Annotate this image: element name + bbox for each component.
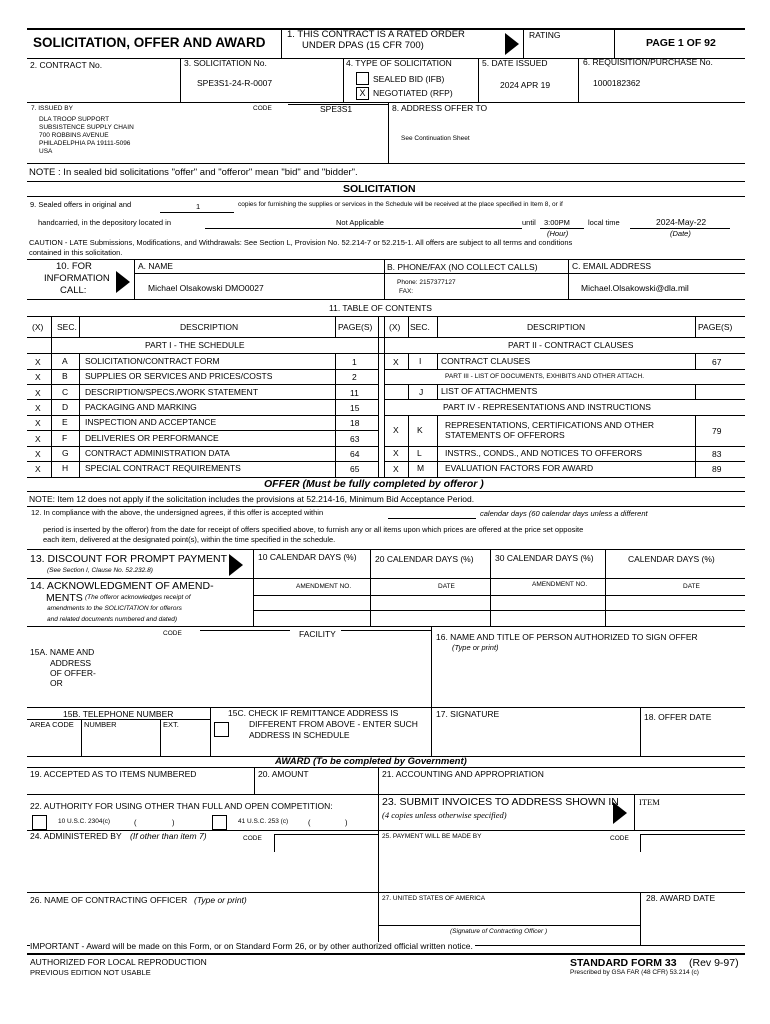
arrow-icon: [613, 802, 627, 824]
form-title: SOLICITATION, OFFER AND AWARD: [33, 35, 266, 50]
officer-signature-label: (Signature of Contracting Officer ): [450, 928, 548, 935]
remit-label: DIFFERENT FROM ABOVE - ENTER SUCH: [249, 719, 418, 729]
toc-row-sec: G: [62, 448, 69, 458]
payment-code-label: CODE: [610, 835, 629, 842]
toc-row-desc: PACKAGING AND MARKING: [85, 402, 197, 412]
toc-col-pages: PAGE(S): [698, 322, 733, 332]
solicitation-no-label: 3. SOLICITATION No.: [184, 58, 267, 68]
toc-row-desc: SPECIAL CONTRACT REQUIREMENTS: [85, 463, 241, 473]
toc-row-pages: 2: [352, 372, 357, 382]
amendment-no-label: AMENDMENT NO.: [532, 581, 588, 588]
paren: ): [345, 818, 348, 827]
usc-2304-checkbox[interactable]: [32, 815, 47, 830]
issued-code: SPE3S1: [320, 104, 353, 114]
contact-email: Michael.Olsakowski@dla.mil: [581, 283, 689, 293]
amendment-date-label: DATE: [438, 583, 455, 590]
info-label: 10. FOR: [56, 261, 92, 272]
prescribed-by: Prescribed by GSA FAR (48 CFR) 53.214 (c): [570, 969, 699, 976]
authority-label: 22. AUTHORITY FOR USING OTHER THAN FULL AND OPEN COMPETITION:: [30, 801, 333, 811]
discount-sub: (See Section I, Clause No. 52.232.8): [47, 567, 153, 574]
toc-part2: PART II - CONTRACT CLAUSES: [508, 340, 634, 350]
remit-label: ADDRESS IN SCHEDULE: [249, 730, 350, 740]
toc-row-x: X: [35, 357, 41, 367]
toc-row-x: X: [393, 425, 399, 435]
paren: (: [308, 818, 311, 827]
award-heading: AWARD (To be completed by Government): [275, 756, 467, 767]
toc-row-desc: REPRESENTATIONS, CERTIFICATIONS AND OTHER: [445, 420, 655, 430]
page-label: PAGE 1 OF 92: [646, 37, 716, 49]
issued-by-label: 7. ISSUED BY: [31, 105, 73, 112]
discount-10-days: 10 CALENDAR DAYS (%): [258, 552, 357, 562]
rated-order-label: 1. THIS CONTRACT IS A RATED ORDER: [287, 29, 465, 40]
negotiated-label: NEGOTIATED (RFP): [373, 88, 453, 98]
offer-note: NOTE: Item 12 does not apply if the solicitation includes the provisions at 52.214-16, Minimum Bid Acceptance Period.: [29, 494, 475, 504]
offer-heading: OFFER (Must be fully completed by offeror ): [264, 478, 484, 490]
telephone-label: 15B. TELEPHONE NUMBER: [63, 709, 174, 719]
toc-row-desc: DESCRIPTION/SPECS./WORK STATEMENT: [85, 387, 259, 397]
toc-row-desc: INSPECTION AND ACCEPTANCE: [85, 417, 217, 427]
contact-name-label: A. NAME: [138, 261, 173, 271]
ext-label: EXT.: [163, 720, 179, 729]
usa-label: 27. UNITED STATES OF AMERICA: [382, 895, 486, 902]
amendment-no-label: AMENDMENT NO.: [296, 583, 352, 590]
email-label: C. EMAIL ADDRESS: [572, 261, 652, 271]
signer-sub: (Type or print): [452, 643, 499, 652]
toc-row-sec: E: [62, 417, 68, 427]
address-offer-text: See Continuation Sheet: [401, 135, 470, 142]
toc-row-desc: CONTRACT ADMINISTRATION DATA: [85, 448, 230, 458]
toc-col-desc: DESCRIPTION: [527, 322, 586, 332]
toc-row-pages: 67: [712, 357, 722, 367]
contact-phone: Phone: 2157377127: [397, 279, 456, 286]
toc-row-sec: J: [419, 387, 424, 397]
paren: ): [172, 818, 175, 827]
award-date-label: 28. AWARD DATE: [646, 893, 716, 903]
toc-col-x: (X): [32, 322, 44, 332]
important-note: IMPORTANT - Award will be made on this Form, or on Standard Form 26, or by other authorized official written notice.: [30, 941, 473, 951]
ack-label: 14. ACKNOWLEDGMENT OF AMEND-: [30, 580, 214, 592]
local-time-label: local time: [588, 218, 620, 227]
sealed-bid-label: SEALED BID (IFB): [373, 74, 445, 84]
toc-row-sec: C: [62, 387, 69, 397]
ack-sub: and related documents numbered and dated): [47, 616, 178, 623]
toc-row-pages: 79: [712, 426, 722, 436]
issued-code-label: CODE: [253, 105, 272, 112]
remittance-checkbox[interactable]: [214, 722, 229, 737]
date-label: (Date): [670, 229, 691, 238]
toc-row-desc: CONTRACT CLAUSES: [441, 356, 531, 366]
requisition-label: 6. REQUISITION/PURCHASE No.: [583, 57, 713, 67]
number-label: NUMBER: [84, 720, 117, 729]
discount-label: 13. DISCOUNT FOR PROMPT PAYMENT: [30, 553, 227, 565]
remit-label: 15C. CHECK IF REMITTANCE ADDRESS IS: [228, 708, 399, 718]
toc-row-x: X: [35, 388, 41, 398]
toc-part4: PART IV - REPRESENTATIONS AND INSTRUCTIONS: [443, 402, 651, 412]
issued-line: DLA TROOP SUPPORT: [39, 116, 110, 123]
toc-row-desc: STATEMENTS OF OFFERORS: [445, 430, 565, 440]
item12-text: 12. In compliance with the above, the undersigned agrees, if this offer is accepted within: [31, 508, 324, 517]
toc-row-x: X: [35, 434, 41, 444]
toc-row-sec: B: [62, 371, 68, 381]
amendment-date-label: DATE: [683, 583, 700, 590]
arrow-icon: [116, 271, 130, 293]
toc-row-x: X: [393, 448, 399, 458]
offeror-name-label: 15A. NAME AND: [30, 647, 95, 657]
toc-row-desc: DELIVERIES OR PERFORMANCE: [85, 433, 219, 443]
toc-col-sec: SEC.: [57, 322, 77, 332]
requisition-no: 1000182362: [593, 78, 641, 88]
contact-fax: FAX:: [399, 288, 414, 295]
toc-row-x: X: [35, 372, 41, 382]
usc-253-label: 41 U.S.C. 253 (c): [238, 818, 289, 825]
toc-col-desc: DESCRIPTION: [180, 322, 239, 332]
offer-date-label: 18. OFFER DATE: [644, 712, 712, 722]
sealed-bid-checkbox[interactable]: [356, 72, 369, 85]
toc-row-x: X: [393, 464, 399, 474]
solicitation-no: SPE3S1-24-R-0007: [197, 78, 273, 88]
caution-text: CAUTION - LATE Submissions, Modifications, and Withdrawals: See Section L, Provision No. 52.214-7 or 52.215-1. All offers are subject to all terms and conditions: [29, 238, 573, 247]
ack-sub: amendments to the SOLICITATION for offerors: [47, 605, 182, 612]
toc-part3: PART III - LIST OF DOCUMENTS, EXHIBITS AND OTHER ATTACH.: [445, 373, 644, 380]
previous-edition: PREVIOUS EDITION NOT USABLE: [30, 968, 151, 977]
issued-line: 700 ROBBINS AVENUE: [39, 132, 109, 139]
ack-sub: (The offeror acknowledges receipt of: [85, 594, 191, 601]
item12-text-cont: period is inserted by the offeror) from the date for receipt of offers specified above, to furnish any or all items upon which prices are offered at the price set opposite: [43, 525, 584, 534]
facility-label: FACILITY: [299, 629, 336, 639]
toc-row-sec: F: [62, 433, 68, 443]
date-issued: 2024 APR 19: [500, 80, 551, 90]
address-offer-label: 8. ADDRESS OFFER TO: [392, 103, 488, 113]
invoices-label: 23. SUBMIT INVOICES TO ADDRESS SHOWN IN: [382, 796, 619, 808]
item9-text-cont: copies for furnishing the supplies or services in the Schedule will be received at the place specified in Item 8, or if: [238, 201, 563, 208]
administered-sub: (If other than item 7): [130, 831, 207, 841]
offeror-code-label: CODE: [163, 630, 182, 637]
arrow-icon: [229, 554, 243, 576]
until-label: until: [522, 218, 536, 227]
toc-row-desc: SOLICITATION/CONTRACT FORM: [85, 356, 220, 366]
issued-line: USA: [39, 148, 53, 155]
signature-label: 17. SIGNATURE: [436, 709, 500, 719]
arrow-icon: [505, 33, 519, 55]
officer-sub: (Type or print): [194, 895, 247, 905]
discount-calendar-days: CALENDAR DAYS (%): [628, 554, 715, 564]
toc-row-pages: 15: [350, 403, 360, 413]
invoice-item-label: ITEM: [639, 797, 660, 807]
toc-row-desc: INSTRS., CONDS., AND NOTICES TO OFFERORS: [445, 448, 643, 458]
item12-text-cont: calendar days (60 calendar days unless a different: [480, 509, 648, 518]
administered-label: 24. ADMINISTERED BY: [30, 831, 122, 841]
toc-row-x: X: [35, 464, 41, 474]
toc-col-pages: PAGE(S): [338, 322, 373, 332]
toc-row-x: X: [35, 418, 41, 428]
area-code-label: AREA CODE: [30, 720, 74, 729]
item9-handcarried: handcarried, in the depository located in: [38, 218, 172, 227]
accounting-label: 21. ACCOUNTING AND APPROPRIATION: [382, 769, 544, 779]
offer-time: 3:00PM: [544, 218, 570, 227]
contract-no-label: 2. CONTRACT No.: [30, 60, 103, 70]
toc-row-pages: 64: [350, 449, 360, 459]
offeror-name-label: OR: [50, 678, 63, 688]
info-label: CALL:: [60, 285, 87, 296]
toc-row-sec: K: [417, 425, 423, 435]
toc-row-pages: 65: [350, 464, 360, 474]
toc-col-x: (X): [389, 322, 401, 332]
accepted-items-label: 19. ACCEPTED AS TO ITEMS NUMBERED: [30, 769, 197, 779]
negotiated-checkbox[interactable]: X: [356, 87, 369, 100]
usc-2304-label: 10 U.S.C. 2304(c): [58, 818, 111, 825]
signer-label: 16. NAME AND TITLE OF PERSON AUTHORIZED TO SIGN OFFER: [436, 632, 698, 642]
toc-row-sec: D: [62, 402, 69, 412]
payment-label: 25. PAYMENT WILL BE MADE BY: [382, 833, 482, 840]
hour-label: (Hour): [547, 229, 569, 238]
invoices-sub: (4 copies unless otherwise specified): [382, 810, 507, 820]
item12-text-cont: each item, delivered at the designated point(s), within the time specified in the schedule.: [43, 535, 336, 544]
toc-col-sec: SEC.: [410, 322, 430, 332]
solicitation-type-label: 4. TYPE OF SOLICITATION: [346, 58, 452, 68]
toc-row-x: X: [35, 403, 41, 413]
ack-label: MENTS: [46, 592, 83, 604]
phone-fax-label: B. PHONE/FAX (NO COLLECT CALLS): [387, 262, 538, 272]
toc-row-pages: 11: [350, 388, 359, 398]
date-issued-label: 5. DATE ISSUED: [482, 58, 548, 68]
issued-line: SUBSISTENCE SUPPLY CHAIN: [39, 124, 134, 131]
offeror-name-label: OF OFFER-: [50, 668, 96, 678]
issued-line: PHILADELPHIA PA 19111-5096: [39, 140, 131, 147]
standard-form: STANDARD FORM 33: [570, 957, 677, 969]
discount-30-days: 30 CALENDAR DAYS (%): [495, 553, 594, 563]
toc-row-sec: L: [417, 448, 422, 458]
contact-name: Michael Olsakowski DMO0027: [148, 283, 264, 293]
toc-row-x: X: [35, 449, 41, 459]
toc-part1: PART I - THE SCHEDULE: [145, 340, 245, 350]
toc-row-desc: EVALUATION FACTORS FOR AWARD: [445, 463, 594, 473]
solicitation-heading: SOLICITATION: [343, 183, 416, 195]
copies-count: 1: [196, 202, 201, 211]
toc-row-desc: SUPPLIES OR SERVICES AND PRICES/COSTS: [85, 371, 273, 381]
discount-20-days: 20 CALENDAR DAYS (%): [375, 554, 474, 564]
toc-row-pages: 1: [352, 357, 357, 367]
rated-order-sub: UNDER DPAS (15 CFR 700): [302, 40, 424, 51]
toc-row-x: X: [393, 357, 399, 367]
toc-row-pages: 83: [712, 449, 722, 459]
toc-row-pages: 18: [350, 418, 360, 428]
depository: Not Applicable: [336, 218, 384, 227]
paren: (: [134, 818, 137, 827]
rating-label: RATING: [529, 30, 561, 40]
toc-row-sec: H: [62, 463, 69, 473]
officer-label: 26. NAME OF CONTRACTING OFFICER: [30, 895, 188, 905]
form-revision: (Rev 9-97): [689, 957, 739, 969]
admin-code-label: CODE: [243, 835, 262, 842]
toc-row-pages: 89: [712, 464, 722, 474]
toc-row-pages: 63: [350, 434, 360, 444]
usc-253-checkbox[interactable]: [212, 815, 227, 830]
local-reproduction: AUTHORIZED FOR LOCAL REPRODUCTION: [30, 957, 207, 967]
toc-row-sec: A: [62, 356, 68, 366]
toc-heading: 11. TABLE OF CONTENTS: [329, 303, 432, 313]
toc-row-sec: M: [417, 463, 425, 473]
amount-label: 20. AMOUNT: [258, 769, 309, 779]
toc-row-sec: I: [419, 356, 422, 366]
toc-row-desc: LIST OF ATTACHMENTS: [441, 386, 538, 396]
sealed-bid-note: NOTE : In sealed bid solicitations "offer" and "offeror" mean "bid" and "bidder".: [29, 167, 358, 178]
item9-text: 9. Sealed offers in original and: [30, 200, 132, 209]
caution-text-cont: contained in this solicitation.: [29, 248, 123, 257]
offer-date: 2024-May-22: [656, 217, 707, 227]
info-label: INFORMATION: [44, 273, 110, 284]
offeror-name-label: ADDRESS: [50, 658, 92, 668]
